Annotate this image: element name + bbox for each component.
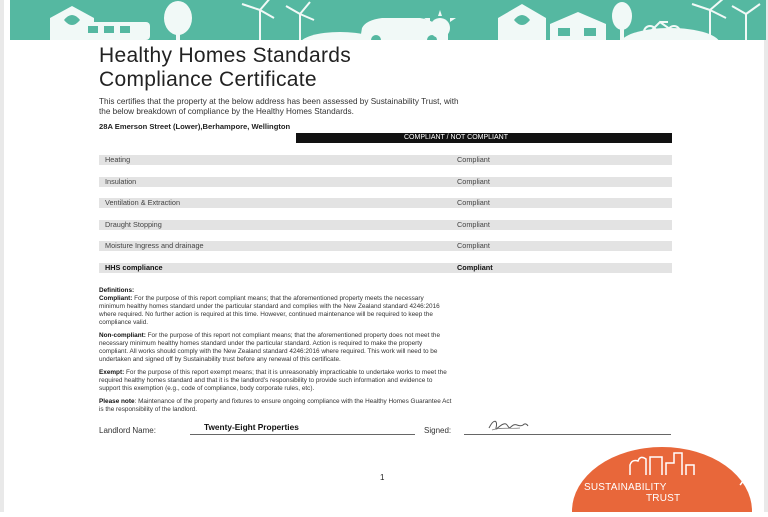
title-line-1: Healthy Homes Standards <box>99 44 352 67</box>
table-row <box>99 241 672 251</box>
sustainability-trust-logo <box>570 445 754 512</box>
signature-row <box>99 422 674 436</box>
definition-text: For the purpose of this report compliant means; that the aforementioned property meets the necessary <box>132 295 424 302</box>
definition-term: Non-compliant: <box>99 332 146 339</box>
intro-line-1: This certifies that the property at the below address has been assessed by Sustainability Trust, with <box>99 97 459 106</box>
table-row <box>99 198 672 208</box>
definition-text: is the responsibility of the landlord. <box>99 406 198 413</box>
row-label: Ventilation & Extraction <box>105 198 181 207</box>
logo-text-line-2: TRUST <box>646 493 681 504</box>
tree-icon <box>164 1 192 40</box>
row-label: Insulation <box>105 177 137 186</box>
definition-text: minimum healthy homes standard under the particular standard and complies with the New Zealand standard 4246:2016 <box>99 303 440 310</box>
row-label: Heating <box>105 155 131 164</box>
table-row <box>99 155 672 165</box>
definition-text: support this exemption (e.g., code of compliance, body corporate rules, etc). <box>99 385 315 392</box>
definition-text: : Maintenance of the property and fixtures to ensure ongoing compliance with the Healthy Homes Guarantee Act <box>134 398 452 405</box>
intro-text <box>99 97 669 117</box>
row-label: Moisture Ingress and drainage <box>105 241 204 250</box>
signed-label: Signed: <box>424 426 452 435</box>
definition-note <box>99 398 674 414</box>
row-status: Compliant <box>457 220 490 229</box>
definition-compliant <box>99 295 674 327</box>
table-row-total <box>99 263 672 273</box>
row-status: Compliant <box>457 155 490 164</box>
definition-non-compliant <box>99 332 674 364</box>
definition-text: For the purpose of this report not compliant means; that the aforementioned property does not meet the <box>145 332 441 339</box>
definition-text: undertaken and signed off by Sustainability trust before any renewal of this certificate. <box>99 356 341 363</box>
definitions-heading: Definitions: <box>99 287 135 294</box>
definition-text: compliance valid. <box>99 319 149 326</box>
title-line-2: Compliance Certificate <box>99 68 317 91</box>
definition-term: Please note <box>99 398 135 405</box>
row-label: HHS compliance <box>105 263 163 272</box>
row-status: Compliant <box>457 198 490 207</box>
compliance-table-header <box>296 133 672 143</box>
definition-term: Exempt: <box>99 369 125 376</box>
decorative-banner <box>10 0 766 40</box>
page-number: 1 <box>380 473 385 482</box>
table-row <box>99 220 672 230</box>
landlord-name-label: Landlord Name: <box>99 426 156 435</box>
definition-text: required healthy homes standard and that it is the landlord's responsibility to provide such information and evidence to <box>99 377 433 384</box>
definition-text: compliant. All works should comply with the New Zealand standard 4246:2016 where required. This work will need to be <box>99 348 438 355</box>
table-header-label: COMPLIANT / NOT COMPLIANT <box>404 134 508 141</box>
row-status: Compliant <box>457 177 490 186</box>
definition-text: where required. No further action is required at this time. However, continued maintenance will be required to keep the <box>99 311 433 318</box>
landlord-name-value: Twenty-Eight Properties <box>204 422 299 432</box>
handwritten-signature <box>486 416 530 434</box>
landlord-name-line <box>190 434 415 435</box>
property-address: 28A Emerson Street (Lower),Berhampore, Wellington <box>99 122 291 131</box>
row-status: Compliant <box>457 263 493 272</box>
definition-text: For the purpose of this report exempt means; that it is unreasonably impracticable to undertake works to meet the <box>124 369 447 376</box>
intro-line-2: the below breakdown of compliance by the Healthy Homes Standards. <box>99 107 354 116</box>
signature-line <box>464 434 671 435</box>
table-row <box>99 177 672 187</box>
definition-text: necessary minimum healthy homes standard under the particular standard. Action is required to make the property <box>99 340 423 347</box>
definition-term: Compliant: <box>99 295 133 302</box>
page-title <box>99 44 351 92</box>
banner-illustration <box>10 0 766 40</box>
row-status: Compliant <box>457 241 490 250</box>
row-label: Draught Stopping <box>105 220 162 229</box>
wind-turbine-icon <box>242 0 314 40</box>
definition-exempt <box>99 369 674 393</box>
logo-text-line-1: SUSTAINABILITY <box>584 482 667 493</box>
definitions-section <box>99 287 674 419</box>
